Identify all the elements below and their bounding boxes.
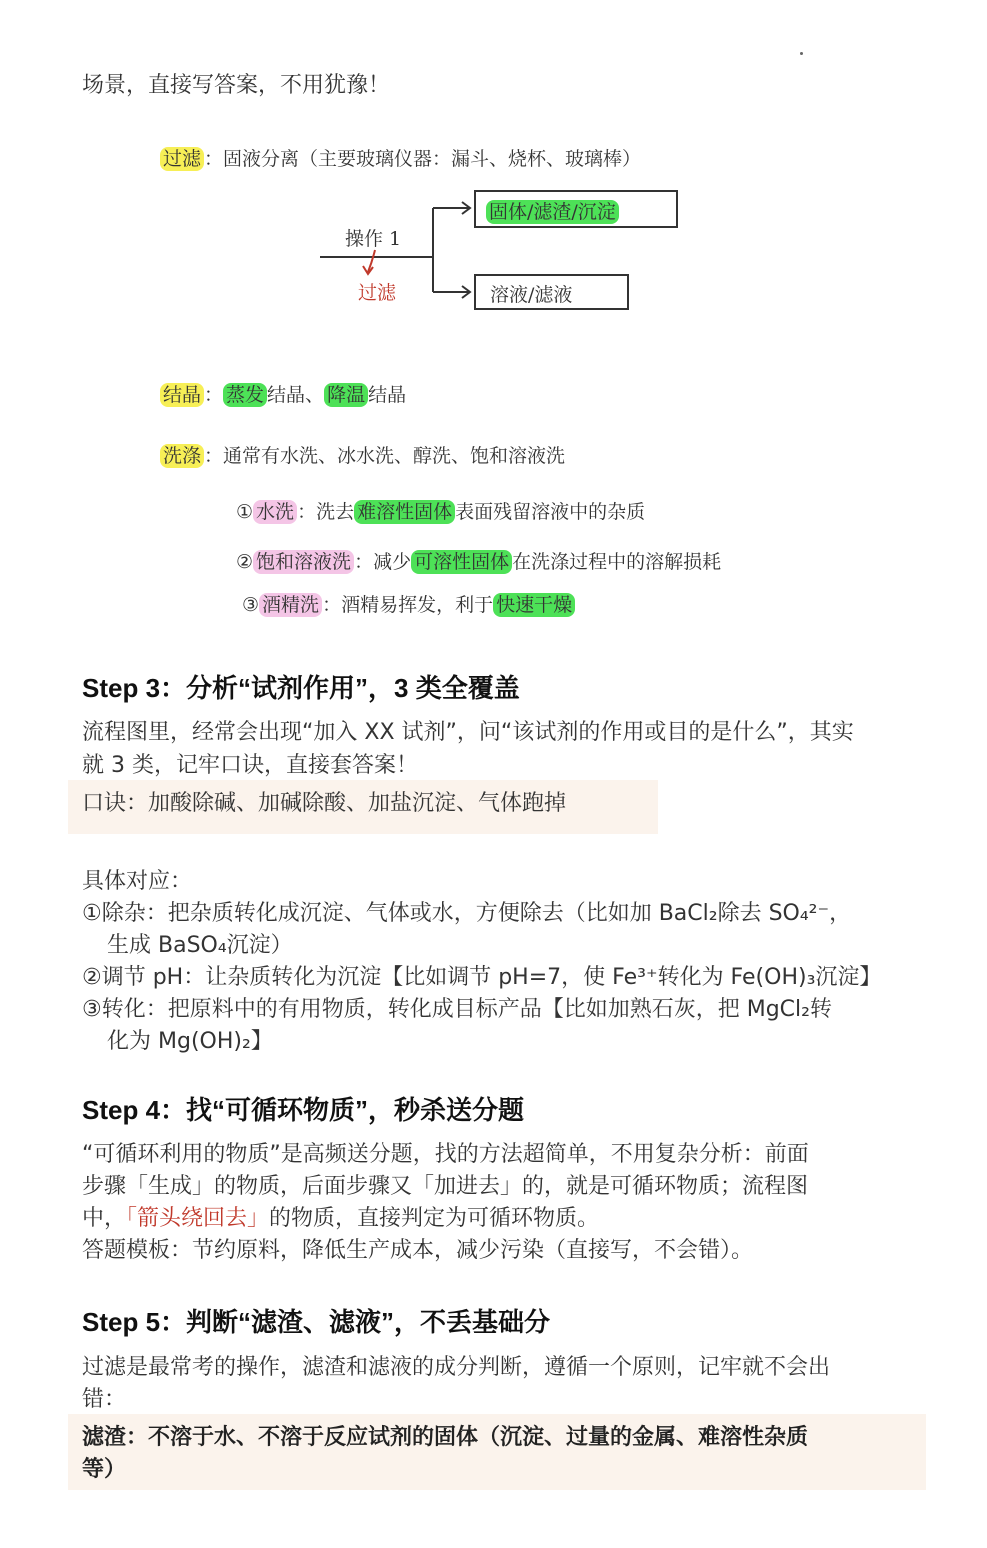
- step3-heading: Step 3：分析“试剂作用”，3 类全覆盖: [82, 673, 520, 703]
- diagram-filter-label: 过滤: [358, 282, 397, 304]
- step3-item-2-line1: ②调节 pH：让杂质转化为沉淀【比如调节 pH=7，使 Fe³⁺转化为 Fe(OH)₃沉淀】: [82, 965, 882, 990]
- step3-item-1-line1: ①除杂：把杂质转化成沉淀、气体或水，方便除去（比如加 BaCl₂除去 SO₄²⁻，: [82, 901, 852, 926]
- step4-line3-pre: 中，: [82, 1206, 127, 1231]
- wash-item-1-post: 表面残留溶液中的杂质: [455, 501, 646, 523]
- step3-mnemonic-box: [68, 780, 658, 834]
- filter-desc: ：固液分离（主要玻璃仪器：漏斗、烧杯、玻璃棒）: [204, 148, 642, 170]
- diagram-top-box-label: 固体/滤渣/沉淀: [486, 200, 619, 224]
- step3-para-line1: 流程图里，经常会出现“加入 XX 试剂”，问“该试剂的作用或目的是什么”，其实: [82, 720, 854, 745]
- wash-item-3-hl: 快速干燥: [493, 593, 575, 617]
- wash-desc: ：通常有水洗、冰水洗、醇洗、饱和溶液洗: [204, 445, 566, 467]
- crystal-note: [160, 380, 406, 407]
- step5-box-line2: 等）: [82, 1457, 127, 1482]
- step5-residue-box: [68, 1414, 926, 1490]
- step5-box-line1: 滤渣：不溶于水、不溶于反应试剂的固体（沉淀、过量的金属、难溶性杂质: [82, 1425, 809, 1450]
- intro-line: 场景，直接写答案，不用犹豫！: [82, 73, 391, 98]
- diagram-operation-label: 操作 1: [345, 228, 402, 250]
- stray-dot: [800, 52, 803, 55]
- step4-line3: [82, 1203, 599, 1235]
- wash-item-1-pre: ：洗去: [297, 501, 355, 523]
- diagram-bottom-box-label: 溶液/滤液: [490, 284, 573, 306]
- step4-line3-red: 「箭头绕回去」: [126, 1206, 270, 1231]
- wash-item-2: [236, 547, 721, 574]
- wash-label: 洗涤: [160, 444, 204, 468]
- wash-note: [160, 441, 565, 468]
- step5-heading: Step 5：判断“滤渣、滤液”，不丢基础分: [82, 1307, 551, 1337]
- step4-line4: 答题模板：节约原料，降低生产成本，减少污染（直接写，不会错）。: [82, 1238, 754, 1263]
- wash-item-3-pre: ：酒精易挥发，利于: [322, 594, 494, 616]
- crystal-cool: 降温: [324, 383, 368, 407]
- wash-item-3-name: 酒精洗: [259, 593, 322, 617]
- diagram-top-box-text: [486, 197, 619, 224]
- crystal-end: 结晶: [368, 384, 407, 406]
- wash-item-3-num: ③: [242, 594, 260, 616]
- diagram-bottom-box: [474, 274, 629, 310]
- crystal-mid: 结晶、: [267, 384, 325, 406]
- step5-line2: 错：: [82, 1387, 127, 1412]
- step3-mnemonic: 口诀：加酸除碱、加碱除酸、加盐沉淀、气体跑掉: [82, 791, 567, 816]
- wash-item-2-pre: ：减少: [354, 551, 412, 573]
- step4-line1: “可循环利用的物质”是高频送分题，找的方法超简单，不用复杂分析：前面: [82, 1142, 809, 1167]
- wash-item-2-name: 饱和溶液洗: [253, 550, 354, 574]
- wash-item-2-hl: 可溶性固体: [411, 550, 512, 574]
- step3-item-3-line1: ③转化：把原料中的有用物质，转化成目标产品【比如加熟石灰，把 MgCl₂转: [82, 997, 832, 1022]
- crystal-evap: 蒸发: [223, 383, 267, 407]
- wash-item-1-num: ①: [236, 501, 254, 523]
- wash-item-1: [236, 497, 645, 524]
- diagram-top-box: [474, 190, 678, 228]
- step3-item-1-line2: 生成 BaSO₄沉淀）: [107, 933, 293, 958]
- wash-item-1-hl: 难溶性固体: [354, 500, 455, 524]
- wash-item-2-num: ②: [236, 551, 254, 573]
- crystal-colon: ：: [204, 384, 224, 406]
- wash-item-1-name: 水洗: [253, 500, 297, 524]
- step3-detail-title: 具体对应：: [82, 869, 193, 894]
- filter-note: [160, 144, 641, 171]
- step4-line3-post: 的物质，直接判定为可循环物质。: [269, 1206, 600, 1231]
- filter-label: 过滤: [160, 147, 204, 171]
- step4-heading: Step 4：找“可循环物质”，秒杀送分题: [82, 1095, 525, 1125]
- step5-line1: 过滤是最常考的操作，滤渣和滤液的成分判断，遵循一个原则，记牢就不会出: [82, 1355, 831, 1380]
- step4-line2: 步骤「生成」的物质，后面步骤又「加进去」的，就是可循环物质；流程图: [82, 1174, 809, 1199]
- wash-item-2-post: 在洗涤过程中的溶解损耗: [512, 551, 722, 573]
- step3-item-3-line2: 化为 Mg(OH)₂】: [107, 1029, 273, 1054]
- crystal-label: 结晶: [160, 383, 204, 407]
- step3-para-line2: 就 3 类，记牢口诀，直接套答案！: [82, 753, 418, 778]
- wash-item-3: [242, 590, 575, 617]
